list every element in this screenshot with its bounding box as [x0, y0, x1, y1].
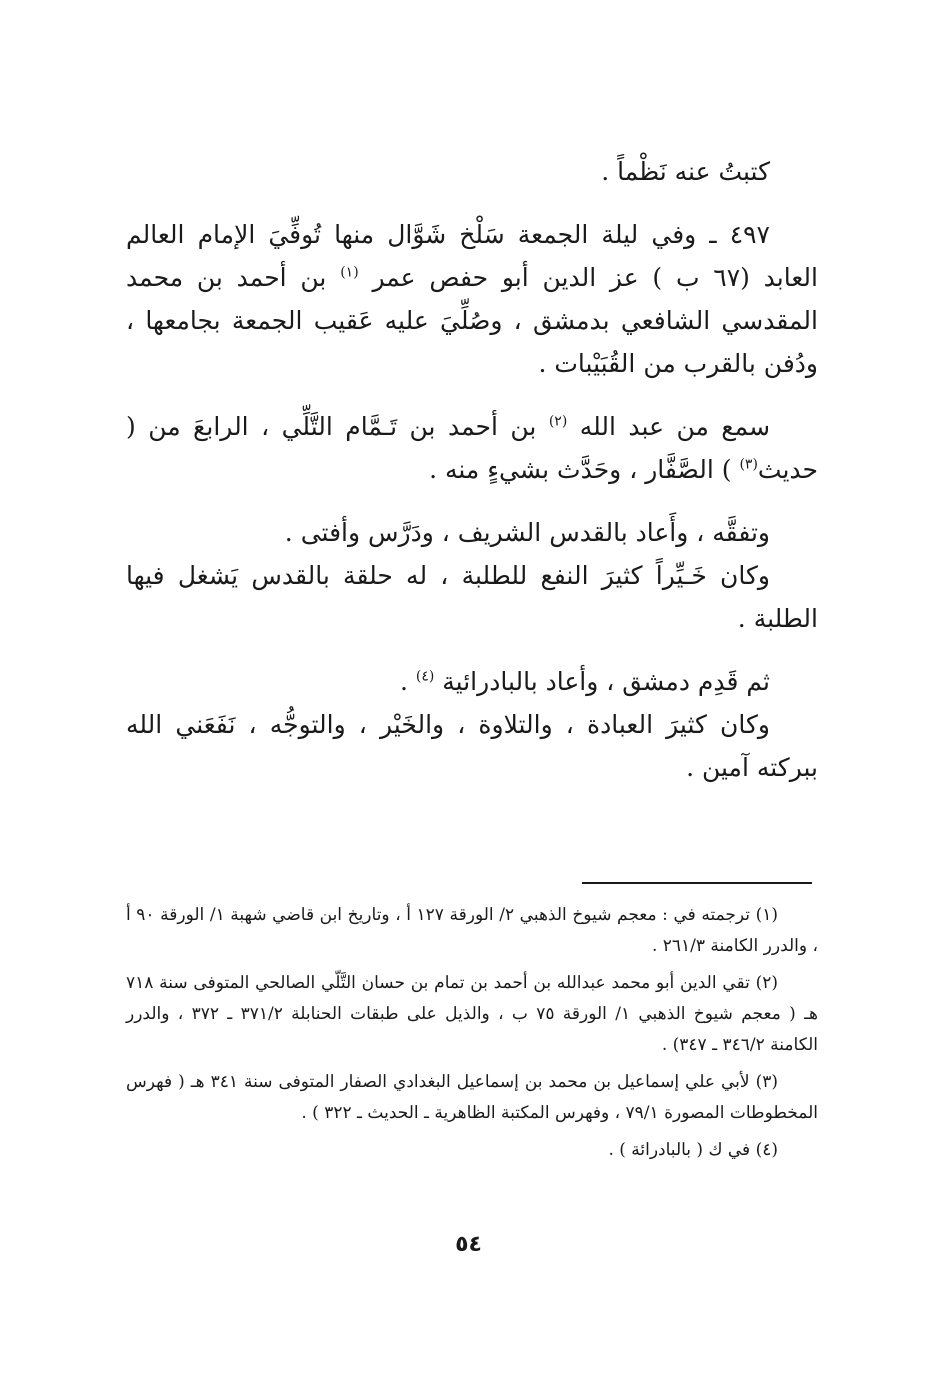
footnote-ref-2: (٢): [548, 413, 568, 430]
footnote-ref-4: (٤): [415, 668, 435, 685]
footnote-3: (٣) لأبي علي إسماعيل بن محمد بن إسماعيل البغدادي الصفار المتوفى سنة ٣٤١ هـ ( فهرس المخطوطات المصورة ٧٩/١ ، وفهرس المكتبة الظاهرية ـ الحديث ـ ٣٢٢ ) .: [126, 1072, 818, 1123]
paragraph-hearing: [126, 405, 818, 491]
footnotes: [126, 900, 818, 1172]
paragraph-damascus: [126, 660, 818, 703]
entry-text-cont: بن أحمد بن محمد المقدسي الشافعي بدمشق ، وصُلِّيَ عليه عَقيب الجمعة بجامعها ، ودُفن بالقرب من القُبَيْبات .: [126, 263, 818, 378]
damascus-text-end: .: [399, 667, 408, 696]
paragraph-worship: وكان كثيرَ العبادة ، والتلاوة ، والخَيْر ، والتوجُّه ، نَفَعَني الله ببركته آمين .: [126, 710, 818, 782]
hearing-text-cont: بن أحمد بن تَـمَّام التَّلِّي ، الرابعَ من ( حديث: [126, 412, 818, 484]
footnote-ref-1: (١): [340, 264, 359, 281]
entry-text: ٤٩٧ ـ وفي ليلة الجمعة سَلْخ شَوَّال منها تُوفِّيَ الإمام العالم العابد (٦٧ ب ) عز الدين أبو حفص عمر: [126, 220, 818, 292]
main-text: [126, 150, 818, 789]
paragraph-intro: كتبتُ عنه نَظْماً .: [601, 157, 770, 186]
footnote-2: (٢) تقي الدين أبو محمد عبدالله بن أحمد بن تمام بن حسان التَّلّي الصالحي المتوفى سنة ٧١٨ هـ ( معجم شيوخ الذهبي ١/ الورقة ٧٥ ب ، والذيل على طبقات الحنابلة ٣٧١/٢ ـ ٣٧٢ ، والدرر الكامنة ٣٤٦/٢ ـ ٣٤٧) .: [126, 973, 819, 1055]
hearing-text-end: ) الصَّفَّار ، وحَدَّث بشيءٍ منه .: [429, 455, 732, 484]
paragraph-entry-497: [126, 213, 818, 385]
page-number: ٥٤: [455, 1232, 482, 1257]
hearing-text: سمع من عبد الله: [579, 412, 771, 441]
footnote-4: (٤) في ك ( بالبادرائة ) .: [608, 1140, 778, 1160]
footnote-1: (١) ترجمته في : معجم شيوخ الذهبي ٢/ الورقة ١٢٧ أ ، وتاريخ ابن قاضي شهبة ١/ الورقة ٩٠ أ ، والدرر الكامنة ٢٦١/٣ .: [126, 905, 818, 956]
footnote-divider: [582, 882, 812, 884]
damascus-text: ثم قَدِم دمشق ، وأعاد بالبادرائية: [442, 667, 770, 696]
paragraph-character: وكان خَـيِّراً كثيرَ النفع للطلبة ، له حلقة بالقدس يَشغل فيها الطلبة .: [126, 561, 818, 633]
footnote-ref-3: (٣): [739, 456, 758, 473]
paragraph-study: وتفقَّه ، وأَعاد بالقدس الشريف ، ودَرَّس وأفتى .: [284, 518, 770, 547]
